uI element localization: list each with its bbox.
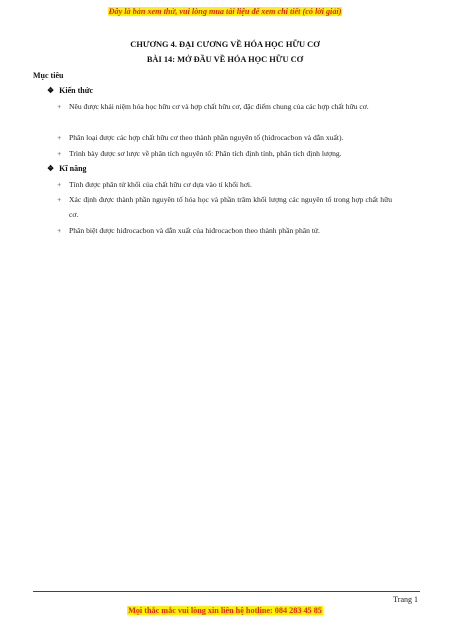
- page-number: Trang 1: [393, 595, 418, 604]
- skills-heading-text: Kĩ năng: [59, 164, 87, 173]
- knowledge-item-text: Trình bày được sơ lược về phân tích nguyên tố: Phân tích định tính, phân tích định lượng.: [69, 149, 342, 158]
- knowledge-item-text: Phân loại được các hợp chất hữu cơ theo thành phần nguyên tố (hiđrocacbon và dẫn xuất).: [69, 133, 344, 142]
- plus-bullet-icon: +: [57, 133, 62, 142]
- skill-item-text: Tính được phân tử khối của chất hữu cơ dựa vào tỉ khối hơi.: [69, 180, 252, 189]
- plus-bullet-icon: +: [57, 102, 62, 111]
- knowledge-item: [57, 130, 392, 145]
- knowledge-item: [57, 99, 392, 114]
- skill-item-text: Xác định được thành phần nguyên tố hóa học và phần trăm khối lượng các nguyên tố trong hợp chất hữu cơ.: [69, 195, 392, 219]
- knowledge-item-text: Nêu được khái niệm hóa học hữu cơ và hợp chất hữu cơ, đặc điểm chung của các hợp chất hữu cơ.: [69, 102, 369, 111]
- preview-notice-text: Đây là bản xem thử, vui lòng mua tài liệu để xem chi tiết (có lời giải): [108, 7, 342, 16]
- diamond-bullet-icon: ❖: [47, 85, 55, 95]
- skill-item: [57, 192, 392, 222]
- skill-item: [57, 177, 392, 192]
- plus-bullet-icon: +: [57, 226, 62, 235]
- diamond-bullet-icon: ❖: [47, 163, 55, 173]
- knowledge-item: [57, 146, 392, 161]
- lesson-title: BÀI 14: MỞ ĐẦU VỀ HÓA HỌC HỮU CƠ: [146, 55, 304, 64]
- footer-divider: [33, 591, 420, 592]
- knowledge-heading-text: Kiến thức: [59, 86, 94, 95]
- chapter-title: CHƯƠNG 4. ĐẠI CƯƠNG VỀ HÓA HỌC HỮU CƠ: [130, 40, 320, 49]
- plus-bullet-icon: +: [57, 149, 62, 158]
- objectives-heading: Mục tiêu: [33, 71, 64, 80]
- plus-bullet-icon: +: [57, 180, 62, 189]
- contact-banner: [0, 606, 450, 615]
- plus-bullet-icon: +: [57, 195, 62, 204]
- skills-subheading: [47, 164, 87, 173]
- contact-text: Mọi thắc mắc vui lòng xin liên hệ hotline: 084 283 45 85: [128, 606, 322, 615]
- skill-item: [57, 223, 392, 238]
- knowledge-subheading: [47, 86, 93, 95]
- preview-notice-banner: [0, 7, 450, 16]
- skill-item-text: Phân biệt được hiđrocacbon và dẫn xuất của hiđrocacbon theo thành phần phân tử.: [69, 226, 320, 235]
